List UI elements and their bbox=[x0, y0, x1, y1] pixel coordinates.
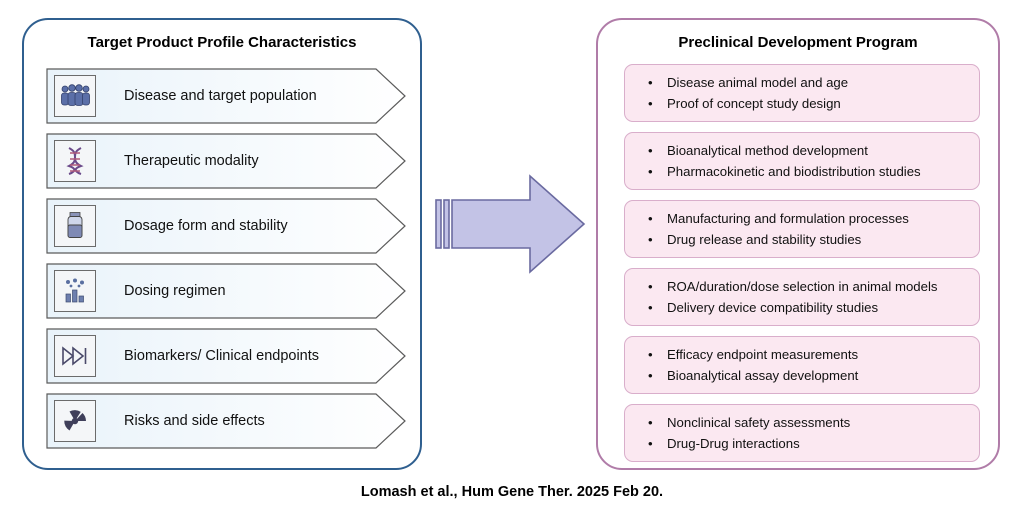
pdp-line-text: ROA/duration/dose selection in animal models bbox=[667, 279, 938, 294]
tpp-item-label: Risks and side effects bbox=[124, 413, 265, 429]
tpp-item-disease-and-target-population[interactable] bbox=[46, 68, 406, 124]
bullet-icon: • bbox=[648, 279, 653, 294]
pdp-line-text: Delivery device compatibility studies bbox=[667, 300, 879, 315]
pdp-line bbox=[635, 93, 969, 114]
vial-bottle-icon bbox=[54, 205, 96, 247]
bullet-icon: • bbox=[648, 436, 653, 451]
tpp-item-label: Therapeutic modality bbox=[124, 153, 259, 169]
pdp-line-text: Drug release and stability studies bbox=[667, 232, 862, 247]
pdp-panel-title: Preclinical Development Program bbox=[678, 34, 918, 51]
chevron-shape bbox=[46, 263, 406, 319]
pdp-line bbox=[635, 412, 969, 433]
pdp-card[interactable] bbox=[624, 200, 980, 258]
pdp-line-text: Pharmacokinetic and biodistribution studies bbox=[667, 164, 921, 179]
bullet-icon: • bbox=[648, 211, 653, 226]
dna-helix-icon bbox=[54, 140, 96, 182]
right-arrow-icon bbox=[432, 168, 592, 288]
tpp-panel bbox=[22, 18, 422, 470]
bullet-icon: • bbox=[648, 347, 653, 362]
bar-chart-icon bbox=[54, 270, 96, 312]
bullet-icon: • bbox=[648, 415, 653, 430]
pdp-line bbox=[635, 72, 969, 93]
pdp-line bbox=[635, 229, 969, 250]
bullet-icon: • bbox=[648, 232, 653, 247]
pdp-line-text: Bioanalytical method development bbox=[667, 143, 868, 158]
pdp-line-text: Drug-Drug interactions bbox=[667, 436, 800, 451]
tpp-item-label: Disease and target population bbox=[124, 88, 317, 104]
pdp-line-text: Disease animal model and age bbox=[667, 75, 849, 90]
pdp-line-text: Nonclinical safety assessments bbox=[667, 415, 851, 430]
fast-forward-icon bbox=[54, 335, 96, 377]
bullet-icon: • bbox=[648, 75, 653, 90]
pdp-line bbox=[635, 433, 969, 454]
pdp-line bbox=[635, 208, 969, 229]
pdp-card-list bbox=[624, 64, 980, 472]
bullet-icon: • bbox=[648, 143, 653, 158]
tpp-item-list bbox=[46, 68, 406, 458]
pdp-card[interactable] bbox=[624, 268, 980, 326]
pdp-line bbox=[635, 276, 969, 297]
tpp-item-label: Biomarkers/ Clinical endpoints bbox=[124, 348, 320, 364]
tpp-item-risks-and-side-effects[interactable] bbox=[46, 393, 406, 449]
pdp-card[interactable] bbox=[624, 404, 980, 462]
pdp-line-text: Proof of concept study design bbox=[667, 96, 841, 111]
pdp-card[interactable] bbox=[624, 64, 980, 122]
pdp-panel bbox=[596, 18, 1000, 470]
bullet-icon: • bbox=[648, 164, 653, 179]
tpp-item-dosing-regimen[interactable] bbox=[46, 263, 406, 319]
pdp-line bbox=[635, 297, 969, 318]
tpp-item-dosage-form-and-stability[interactable] bbox=[46, 198, 406, 254]
tpp-item-therapeutic-modality[interactable] bbox=[46, 133, 406, 189]
pdp-line bbox=[635, 365, 969, 386]
figure-citation: Lomash et al., Hum Gene Ther. 2025 Feb 20. bbox=[360, 484, 664, 500]
pdp-line-text: Manufacturing and formulation processes bbox=[667, 211, 909, 226]
tpp-item-label: Dosing regimen bbox=[124, 283, 226, 299]
bullet-icon: • bbox=[648, 96, 653, 111]
pdp-line-text: Efficacy endpoint measurements bbox=[667, 347, 859, 362]
tpp-panel-title: Target Product Profile Characteristics bbox=[87, 34, 357, 51]
people-group-icon bbox=[54, 75, 96, 117]
radiation-hazard-icon bbox=[54, 400, 96, 442]
pdp-line-text: Bioanalytical assay development bbox=[667, 368, 859, 383]
pdp-card[interactable] bbox=[624, 132, 980, 190]
pdp-line bbox=[635, 344, 969, 365]
pdp-card[interactable] bbox=[624, 336, 980, 394]
pdp-line bbox=[635, 140, 969, 161]
pdp-line bbox=[635, 161, 969, 182]
bullet-icon: • bbox=[648, 368, 653, 383]
tpp-item-biomarkers-clinical-endpoints[interactable] bbox=[46, 328, 406, 384]
bullet-icon: • bbox=[648, 300, 653, 315]
tpp-item-label: Dosage form and stability bbox=[124, 218, 288, 234]
